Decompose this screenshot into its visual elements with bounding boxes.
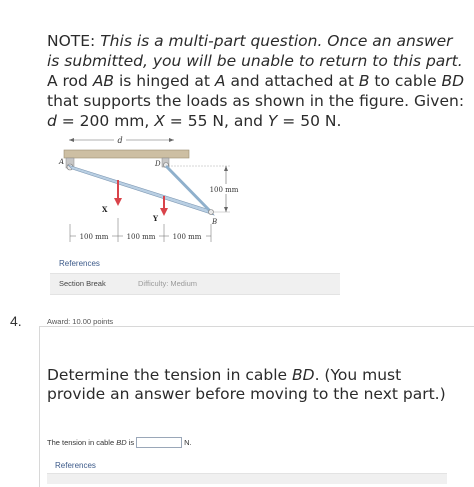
references-link-2[interactable]: References — [55, 461, 96, 470]
problem-figure — [56, 132, 246, 254]
problem-statement — [47, 31, 467, 131]
answer-label: The tension in cable BD is — [47, 438, 135, 447]
tension-answer-input[interactable] — [136, 437, 182, 448]
label-A: A — [59, 158, 65, 166]
section-break-label: Section Break — [59, 279, 106, 288]
problem-text: A rod AB is hinged at A and attached at B to cable BD that supports the loads as shown in the figure. Given: d = 200 mm, X = 55 N, and Y = 50 N. — [47, 72, 465, 130]
ceiling-support — [64, 150, 189, 158]
label-d: d — [117, 136, 123, 145]
dim-label-3: 100 mm — [172, 233, 202, 241]
label-Y: Y — [153, 214, 158, 223]
difficulty-label: Difficulty: Medium — [138, 279, 198, 288]
note-warning: This is a multi-part question. Once an answer is submitted, you will be unable to return to this part. — [47, 32, 463, 70]
vertical-dim-label: 100 mm — [209, 186, 239, 194]
label-D: D — [155, 160, 161, 168]
bottom-section-row — [47, 473, 447, 484]
question-number: 4. — [10, 313, 22, 329]
answer-row — [47, 437, 192, 448]
award-points: Award: 10.00 points — [47, 317, 114, 326]
note-label: NOTE: — [47, 32, 96, 50]
joint-B — [209, 210, 214, 215]
question-text: Determine the tension in cable BD. (You must provide an answer before moving to the next part.) — [47, 366, 446, 403]
question-container — [39, 326, 474, 487]
section-break-row — [50, 273, 340, 295]
dim-label-1: 100 mm — [79, 233, 109, 241]
rod-cable-diagram — [56, 132, 246, 250]
rod-AB — [68, 165, 214, 215]
label-B: B — [212, 218, 218, 226]
label-X: X — [102, 205, 108, 214]
multi-part-note — [47, 31, 467, 71]
dim-label-2: 100 mm — [126, 233, 156, 241]
references-link[interactable]: References — [59, 259, 100, 268]
unit-label: N. — [184, 438, 192, 447]
